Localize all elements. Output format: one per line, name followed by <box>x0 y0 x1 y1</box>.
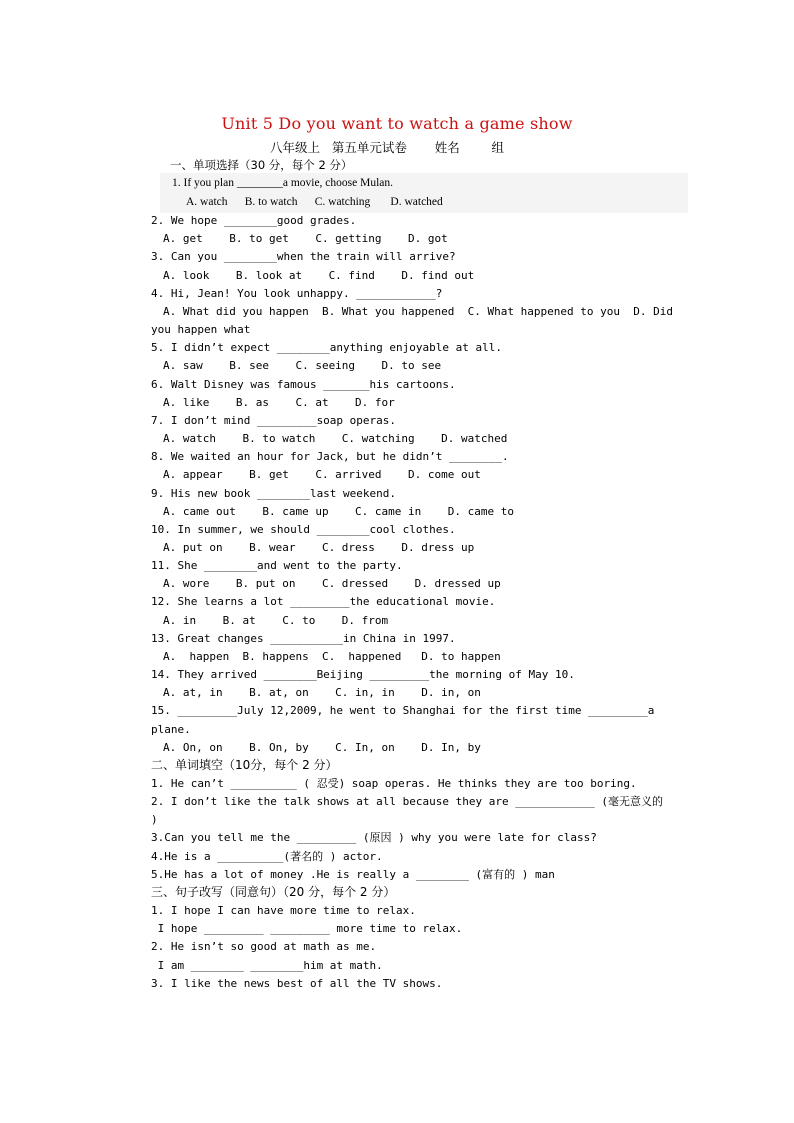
question-stem: 12. She learns a lot _________the educational movie. <box>151 595 496 608</box>
page-subtitle: 八年级上 第五单元试卷 姓名 组 <box>270 140 505 155</box>
question-stem: 8. We waited an hour for Jack, but he didn’t ________. <box>151 450 509 463</box>
question-stem: 13. Great changes ___________in China in 1997. <box>151 632 456 645</box>
fill-item: 3.Can you tell me the _________ (原因 ) why you were late for class? <box>151 831 597 844</box>
section-heading-3: 三、句子改写（同意句）（20 分，每个 2 分） <box>151 885 396 899</box>
question-stem: 15. _________July 12,2009, he went to Shanghai for the first time _________a <box>151 704 655 717</box>
rewrite-answer-line: I am ________ ________him at math. <box>151 959 383 972</box>
fill-item: 5.He has a lot of money .He is really a ________ (富有的 ) man <box>151 868 555 881</box>
rewrite-item: 3. I like the news best of all the TV shows. <box>151 977 443 990</box>
question-stem: 10. In summer, we should ________cool clothes. <box>151 523 456 536</box>
question-stem: 6. Walt Disney was famous _______his cartoons. <box>151 378 456 391</box>
question-options: A. What did you happen B. What you happened C. What happened to you D. Did <box>163 305 673 318</box>
question-stem: 11. She ________and went to the party. <box>151 559 403 572</box>
question-options: A. get B. to get C. getting D. got <box>163 232 448 245</box>
question-options: A. watch B. to watch C. watching D. watched <box>163 432 508 445</box>
section-heading-1: 一、单项选择（30 分，每个 2 分） <box>170 158 353 172</box>
question-1-options: A. watch B. to watch C. watching D. watched <box>186 196 443 208</box>
question-options: A. in B. at C. to D. from <box>163 614 389 627</box>
question-stem: 4. Hi, Jean! You look unhappy. ____________? <box>151 287 443 300</box>
fill-item: 2. I don’t like the talk shows at all because they are ____________ (毫无意义的 <box>151 795 663 808</box>
fill-item: 1. He can’t __________ ( 忍受) soap operas. He thinks they are too boring. <box>151 777 637 790</box>
rewrite-item: 1. I hope I can have more time to relax. <box>151 904 416 917</box>
question-options: A. like B. as C. at D. for <box>163 396 395 409</box>
question-stem: 7. I don’t mind _________soap operas. <box>151 414 397 427</box>
question-1-stem: 1. If you plan ________a movie, choose Mulan. <box>172 177 394 189</box>
question-options: A. at, in B. at, on C. in, in D. in, on <box>163 686 481 699</box>
question-options: A. saw B. see C. seeing D. to see <box>163 359 442 372</box>
rewrite-item: 2. He isn’t so good at math as me. <box>151 940 377 953</box>
question-stem: 14. They arrived ________Beijing _________the morning of May 10. <box>151 668 575 681</box>
question-options: A. wore B. put on C. dressed D. dressed up <box>163 577 501 590</box>
question-stem: 3. Can you ________when the train will arrive? <box>151 250 456 263</box>
question-options: A. put on B. wear C. dress D. dress up <box>163 541 475 554</box>
rewrite-answer-line: I hope _________ _________ more time to relax. <box>151 922 463 935</box>
question-options: A. look B. look at C. find D. find out <box>163 269 475 282</box>
question-options: A. appear B. get C. arrived D. come out <box>163 468 481 481</box>
page-title: Unit 5 Do you want to watch a game show <box>221 114 573 133</box>
fill-item: 4.He is a __________(著名的 ) actor. <box>151 850 383 863</box>
question-options: A. came out B. came up C. came in D. came to <box>163 505 514 518</box>
section-heading-2: 二、单词填空（10分，每个 2 分） <box>151 758 338 772</box>
question-options: A. happen B. happens C. happened D. to happen <box>163 650 501 663</box>
fill-item-continued: ) <box>151 813 158 826</box>
question-options: A. On, on B. On, by C. In, on D. In, by <box>163 741 481 754</box>
question-stem: 5. I didn’t expect ________anything enjoyable at all. <box>151 341 502 354</box>
question-stem: 2. We hope ________good grades. <box>151 214 357 227</box>
question-stem-continued: plane. <box>151 723 191 736</box>
question-stem: 9. His new book ________last weekend. <box>151 487 397 500</box>
question-stem-continued: you happen what <box>151 323 251 336</box>
